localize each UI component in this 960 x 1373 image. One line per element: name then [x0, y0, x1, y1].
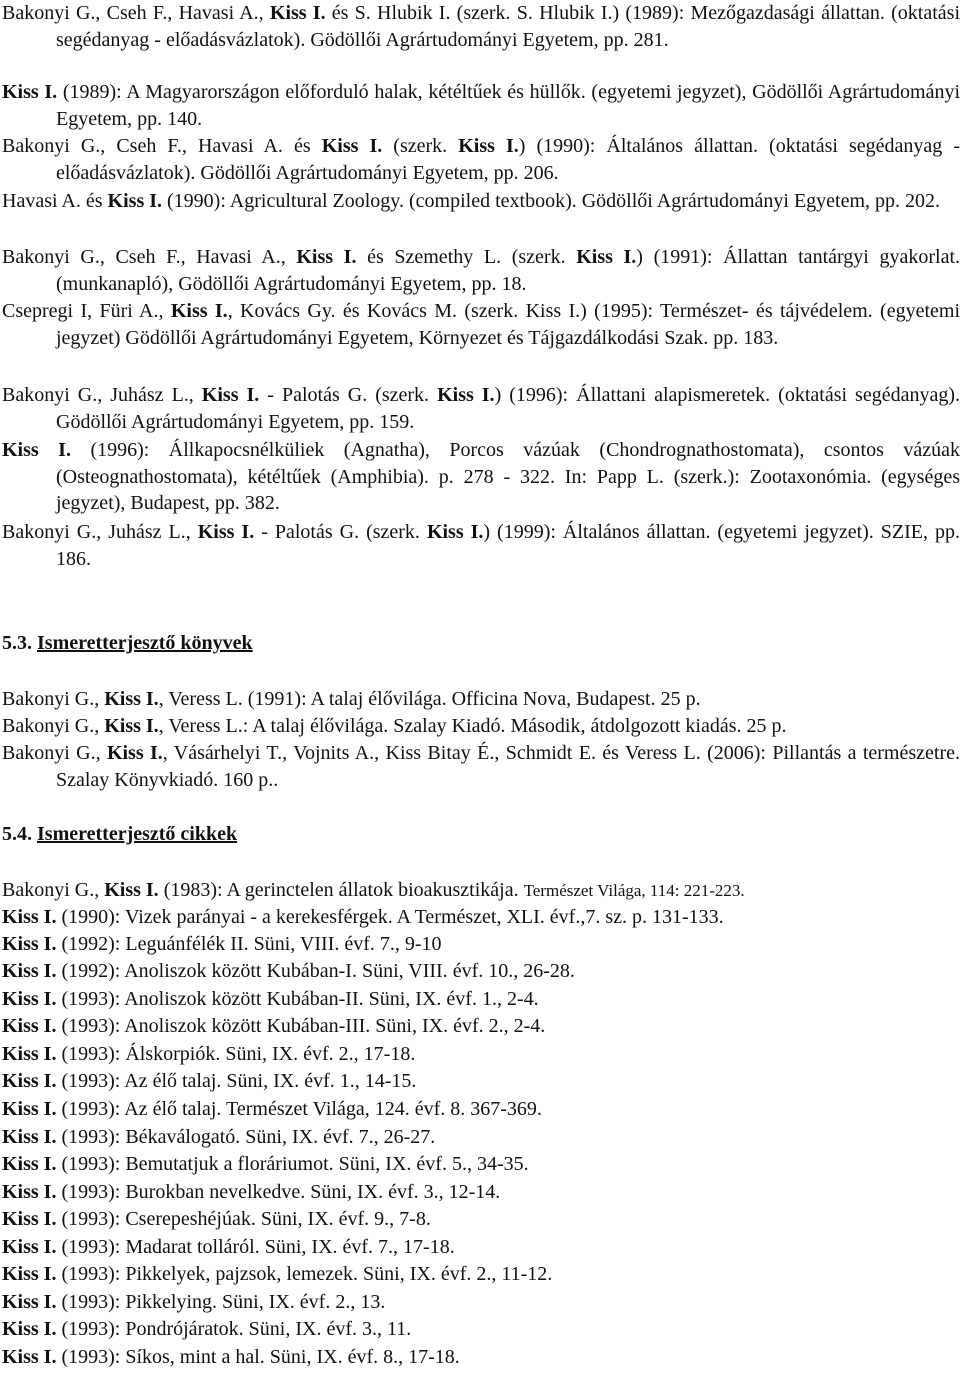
reference-entry: Kiss I. (1990): Vizek parányai - a kerekesférgek. A Természet, XLI. évf.,7. sz. p. 131-133.: [2, 906, 724, 928]
reference-entry: Bakonyi G., Cseh F., Havasi A., Kiss I. és Szemethy L. (szerk. Kiss I.) (1991): Állattan tantárgyi gyakorlat. (munkanapló), Gödöllői Agrártudományi Egyetem, pp. 18.: [2, 246, 960, 295]
reference-entry: Bakonyi G., Cseh F., Havasi A., Kiss I. és S. Hlubik I. (szerk. S. Hlubik I.) (1989): Mezőgazdasági állattan. (oktatási segédanyag - előadásvázlatok). Gödöllői Agrártudományi Egyetem, pp. 281.: [2, 2, 960, 51]
reference-entry: Csepregi I, Füri A., Kiss I., Kovács Gy. és Kovács M. (szerk. Kiss I.) (1995): Természet- és tájvédelem. (egyetemi jegyzet) Gödöllői Agrártudományi Egyetem, Környezet és Tájgazdálkodási Szak. pp. 183.: [2, 300, 960, 349]
reference-entry: Kiss I. (1992): Anoliszok között Kubában-I. Süni, VIII. évf. 10., 26-28.: [2, 960, 575, 982]
section-heading-books: [2, 630, 253, 657]
reference-entry: Havasi A. és Kiss I. (1990): Agricultural Zoology. (compiled textbook). Gödöllői Agrártudományi Egyetem, pp. 202.: [2, 190, 941, 212]
reference-entry: Bakonyi G., Juhász L., Kiss I. - Palotás G. (szerk. Kiss I.) (1996): Állattani alapismeretek. (oktatási segédanyag). Gödöllői Agrártudományi Egyetem, pp. 159.: [2, 384, 960, 433]
reference-entry: Kiss I. (1993): Álskorpiók. Süni, IX. évf. 2., 17-18.: [2, 1043, 416, 1065]
reference-entry: Bakonyi G., Cseh F., Havasi A. és Kiss I. (szerk. Kiss I.) (1990): Általános állattan. (oktatási segédanyag - előadásvázlatok). Gödöllői Agrártudományi Egyetem, pp. 206.: [2, 135, 960, 184]
section-heading-articles: [2, 821, 237, 848]
reference-entry: Kiss I. (1993): Békaválogató. Süni, IX. évf. 7., 26-27.: [2, 1126, 436, 1148]
reference-entry: Kiss I. (1992): Leguánfélék II. Süni, VIII. évf. 7., 9-10: [2, 933, 442, 955]
reference-entry: Bakonyi G., Kiss I., Vásárhelyi T., Vojnits A., Kiss Bitay É., Schmidt E. és Veress L. (2006): Pillantás a természetre. Szalay Könyvkiadó. 160 p..: [2, 742, 960, 791]
reference-entry: Bakonyi G., Kiss I., Veress L.: A talaj élővilága. Szalay Kiadó. Második, átdolgozott kiadás. 25 p.: [2, 715, 787, 737]
reference-entry: Kiss I. (1993): Pikkelying. Süni, IX. évf. 2., 13.: [2, 1291, 386, 1313]
section-number: 5.4.: [2, 823, 32, 845]
reference-entry: Kiss I. (1993): Cserepeshéjúak. Süni, IX. évf. 9., 7-8.: [2, 1208, 431, 1230]
section-number: 5.3.: [2, 632, 32, 654]
reference-entry: Bakonyi G., Kiss I. (1983): A gerinctelen állatok bioakusztikája. Természet Világa, 114: 221-223.: [2, 879, 745, 901]
section-title: Ismeretterjesztő cikkek: [37, 823, 238, 845]
reference-entry: Kiss I. (1993): Síkos, mint a hal. Süni, IX. évf. 8., 17-18.: [2, 1346, 460, 1368]
reference-entry: Kiss I. (1993): Pikkelyek, pajzsok, lemezek. Süni, IX. évf. 2., 11-12.: [2, 1263, 553, 1285]
reference-entry: Kiss I. (1996): Állkapocsnélküliek (Agnatha), Porcos vázúak (Chondrognathostomata), csontos vázúak (Osteognathostomata), kétéltűek (Amphibia). p. 278 - 322. In: Papp L. (szerk.): Zootaxonómia. (egységes jegyzet), Budapest, pp. 382.: [2, 439, 960, 514]
reference-entry: Kiss I. (1993): Az élő talaj. Természet Világa, 124. évf. 8. 367-369.: [2, 1098, 542, 1120]
section-title: Ismeretterjesztő könyvek: [37, 632, 253, 654]
reference-entry: Kiss I. (1993): Pondrójáratok. Süni, IX. évf. 3., 11.: [2, 1318, 412, 1340]
reference-entry: Bakonyi G., Juhász L., Kiss I. - Palotás G. (szerk. Kiss I.) (1999): Általános állattan. (egyetemi jegyzet). SZIE, pp. 186.: [2, 521, 960, 570]
reference-entry: Kiss I. (1993): Burokban nevelkedve. Süni, IX. évf. 3., 12-14.: [2, 1181, 501, 1203]
reference-entry: Kiss I. (1993): Madarat tolláról. Süni, IX. évf. 7., 17-18.: [2, 1236, 455, 1258]
reference-entry: Kiss I. (1993): Bemutatjuk a floráriumot. Süni, IX. évf. 5., 34-35.: [2, 1153, 529, 1175]
reference-entry: Kiss I. (1989): A Magyarországon előforduló halak, kétéltűek és hüllők. (egyetemi jegyzet), Gödöllői Agrártudományi Egyetem, pp. 140.: [2, 81, 960, 130]
reference-entry: Kiss I. (1993): Anoliszok között Kubában-III. Süni, IX. évf. 2., 2-4.: [2, 1015, 546, 1037]
reference-entry: Kiss I. (1993): Az élő talaj. Süni, IX. évf. 1., 14-15.: [2, 1070, 417, 1092]
reference-entry: Bakonyi G., Kiss I., Veress L. (1991): A talaj élővilága. Officina Nova, Budapest. 25 p.: [2, 688, 701, 710]
reference-entry: Kiss I. (1993): Anoliszok között Kubában-II. Süni, IX. évf. 1., 2-4.: [2, 988, 539, 1010]
